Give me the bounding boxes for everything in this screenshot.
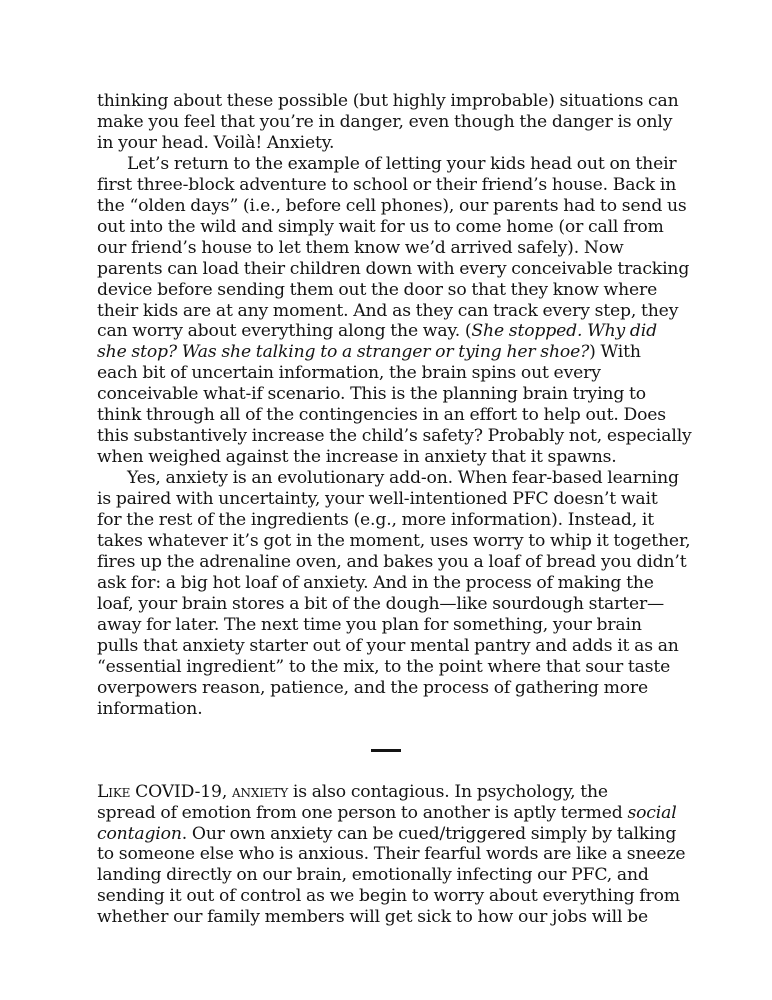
- text-run: can worry about everything along the way. (: [97, 321, 472, 342]
- text-line: the “olden days” (i.e., before cell phones), our parents had to send us: [97, 195, 687, 216]
- text-line: [97, 782, 677, 803]
- text-line: landing directly on our brain, emotionally infecting our PFC, and: [97, 865, 649, 886]
- text-line: loaf, your brain stores a bit of the dough—like sourdough starter—: [97, 593, 665, 614]
- paragraph-4: [97, 781, 686, 929]
- text-line: overpowers reason, patience, and the process of gathering more: [97, 677, 649, 698]
- text-run: spread of emotion from one person to another is aptly termed: [97, 802, 628, 823]
- text-line: think through all of the contingencies in an effort to help out. Does: [97, 405, 666, 426]
- text-line: in your head. Voilà! Anxiety.: [97, 132, 335, 153]
- text-line: our friend’s house to let them know we’d arrived safely). Now: [97, 237, 624, 258]
- text-line: Let’s return to the example of letting your kids head out on their: [127, 153, 677, 174]
- text-run: . Our own anxiety can be cued/triggered simply by talking: [181, 823, 677, 844]
- text-line: takes whatever it’s got in the moment, uses worry to whip it together,: [97, 531, 691, 552]
- text-line: away for later. The next time you plan for something, your brain: [97, 614, 642, 635]
- text-line: Yes, anxiety is an evolutionary add-on. When fear-based learning: [127, 468, 679, 489]
- text-line: out into the wild and simply wait for us to come home (or call from: [97, 216, 664, 237]
- text-line: pulls that anxiety starter out of your mental pantry and adds it as an: [97, 635, 679, 656]
- book-page: [97, 91, 692, 928]
- text-line: [97, 342, 677, 363]
- text-line: fires up the adrenaline oven, and bakes you a loaf of bread you didn’t: [97, 551, 687, 572]
- text-line: [97, 321, 677, 342]
- text-line: “essential ingredient” to the mix, to the point where that sour taste: [97, 656, 671, 677]
- text-line: sending it out of control as we begin to worry about everything from: [97, 886, 680, 907]
- paragraph-3: [97, 468, 691, 719]
- text-line: ask for: a big hot loaf of anxiety. And in the process of making the: [97, 572, 654, 593]
- text-line: parents can load their children down with every conceivable tracking: [97, 258, 690, 279]
- paragraph-2: [97, 153, 692, 468]
- text-line: conceivable what-if scenario. This is the planning brain trying to: [97, 384, 646, 405]
- text-line: to someone else who is anxious. Their fearful words are like a sneeze: [97, 844, 686, 865]
- text-line: for the rest of the ingredients (e.g., more information). Instead, it: [97, 510, 654, 531]
- text-run: is also contagious. In psychology, the: [288, 781, 608, 802]
- text-line: [97, 824, 677, 845]
- text-line: their kids are at any moment. And as they can track every step, they: [97, 300, 679, 321]
- text-line: first three-block adventure to school or their friend’s house. Back in: [97, 174, 677, 195]
- text-run: ) With: [589, 342, 641, 363]
- text-line: device before sending them out the door so that they know where: [97, 279, 658, 300]
- text-line: information.: [97, 698, 203, 719]
- italic-run: contagion: [97, 823, 182, 844]
- text-line: each bit of uncertain information, the brain spins out every: [97, 363, 601, 384]
- italic-run: she stop? Was she talking to a stranger or tying her shoe?: [97, 342, 590, 363]
- section-break-rule: [371, 749, 401, 752]
- text-line: [97, 803, 677, 824]
- italic-run: She stopped. Why did: [471, 321, 657, 342]
- small-caps-run: Like: [97, 781, 131, 802]
- italic-run: social: [627, 802, 677, 823]
- text-line: this substantively increase the child’s safety? Probably not, especially: [97, 426, 692, 447]
- text-line: when weighed against the increase in anxiety that it spawns.: [97, 447, 617, 468]
- small-caps-run: anxiety: [231, 781, 289, 802]
- text-line: thinking about these possible (but highly improbable) situations can: [97, 91, 679, 111]
- text-line: whether our family members will get sick to how our jobs will be: [97, 907, 649, 928]
- text-line: is paired with uncertainty, your well-intentioned PFC doesn’t wait: [97, 489, 658, 510]
- paragraph-1: [97, 91, 677, 154]
- text-run: COVID-19,: [130, 781, 232, 802]
- text-line: make you feel that you’re in danger, even though the danger is only: [97, 111, 673, 132]
